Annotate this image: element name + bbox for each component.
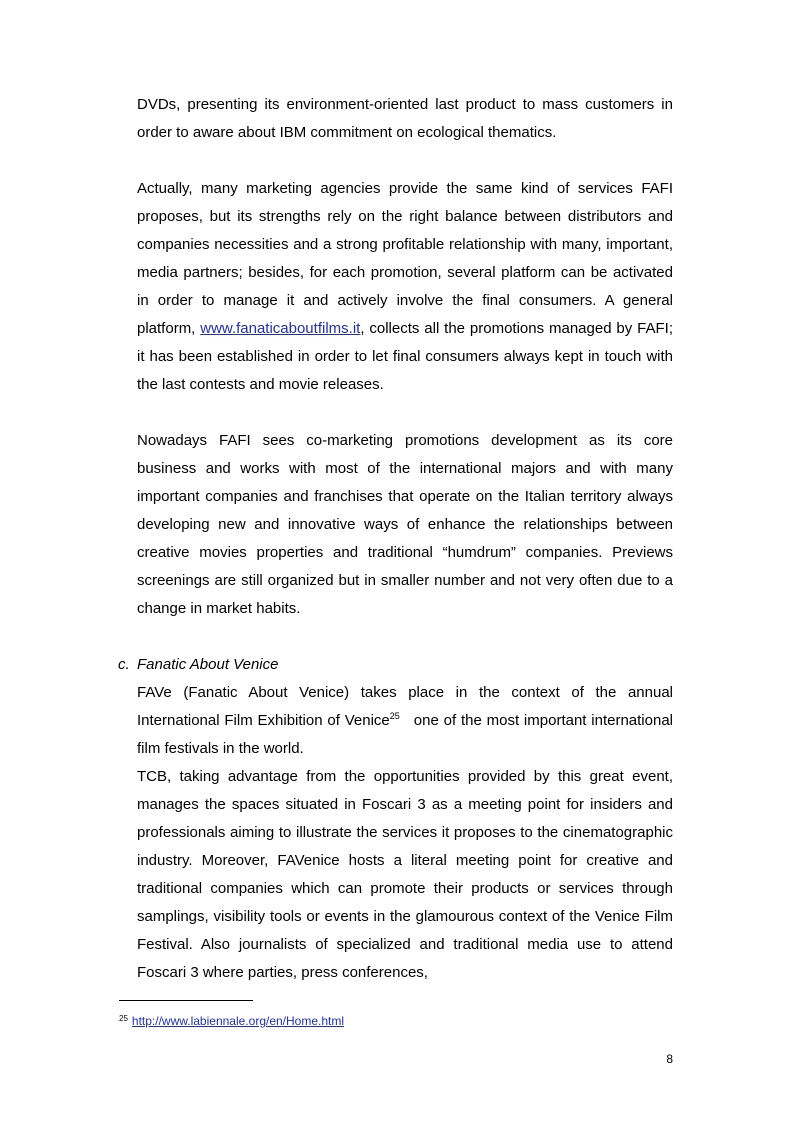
paragraph-ibm-dvds-text: DVDs, presenting its environment-oriented last product to mass customers in order to aware about IBM commitment on ecological thematics. <box>137 96 673 141</box>
footnote-reference[interactable]: 25 <box>389 711 400 721</box>
page-number: 8 <box>666 1052 673 1066</box>
section-title: Fanatic About Venice <box>137 656 279 673</box>
footnote-number: 25 <box>119 1014 128 1023</box>
paragraph-fave-intro <box>137 679 673 763</box>
fanaticaboutfilms-link[interactable]: www.fanaticaboutfilms.it <box>200 320 361 337</box>
paragraph-comarketing-text: Nowadays FAFI sees co-marketing promotions development as its core business and works with most of the international majors and with many important companies and franchises that operate on the Italian territory always developing new and innovative ways of enhance the relationships between creative movies properties and traditional “humdrum” companies. Previews screenings are still organized but in smaller number and not very often due to a change in market habits. <box>137 432 673 617</box>
paragraph-fave-text-2: one of the most important international film festivals in the world. <box>137 712 674 757</box>
paragraph-comarketing <box>137 427 673 623</box>
section-marker: c. <box>118 656 130 673</box>
paragraph-marketing-agencies <box>137 175 673 399</box>
paragraph-marketing-text-2: , collects all the promotions managed by FAFI; it has been established in order to let final consumers always kept in touch with the last contests and movie releases. <box>137 320 673 393</box>
paragraph-fave-text-1: FAVe (Fanatic About Venice) takes place in the context of the annual International Film Exhibition of Venice <box>137 684 673 729</box>
section-heading <box>118 651 278 679</box>
paragraph-ibm-dvds <box>137 91 673 147</box>
footnote-separator <box>119 1000 253 1001</box>
paragraph-tcb-foscari <box>137 763 673 987</box>
paragraph-tcb-text: TCB, taking advantage from the opportunities provided by this great event, manages the spaces situated in Foscari 3 as a meeting point for insiders and professionals aiming to illustrate the services it proposes to the cinematographic industry. Moreover, FAVenice hosts a literal meeting point for creative and traditional companies which can promote their products or services through samplings, visibility tools or events in the glamourous context of the Venice Film Festival. Also journalists of specialized and traditional media use to attend Foscari 3 where parties, press conferences, <box>137 768 673 981</box>
footnote-link[interactable]: http://www.labiennale.org/en/Home.html <box>131 1014 345 1028</box>
paragraph-marketing-text-1: Actually, many marketing agencies provide the same kind of services FAFI proposes, but its strengths rely on the right balance between distributors and companies necessities and a strong profitable relationship with many, important, media partners; besides, for each promotion, several platform can be activated in order to manage it and actively involve the final consumers. A general platform, <box>137 180 673 337</box>
footnote <box>119 1011 344 1029</box>
